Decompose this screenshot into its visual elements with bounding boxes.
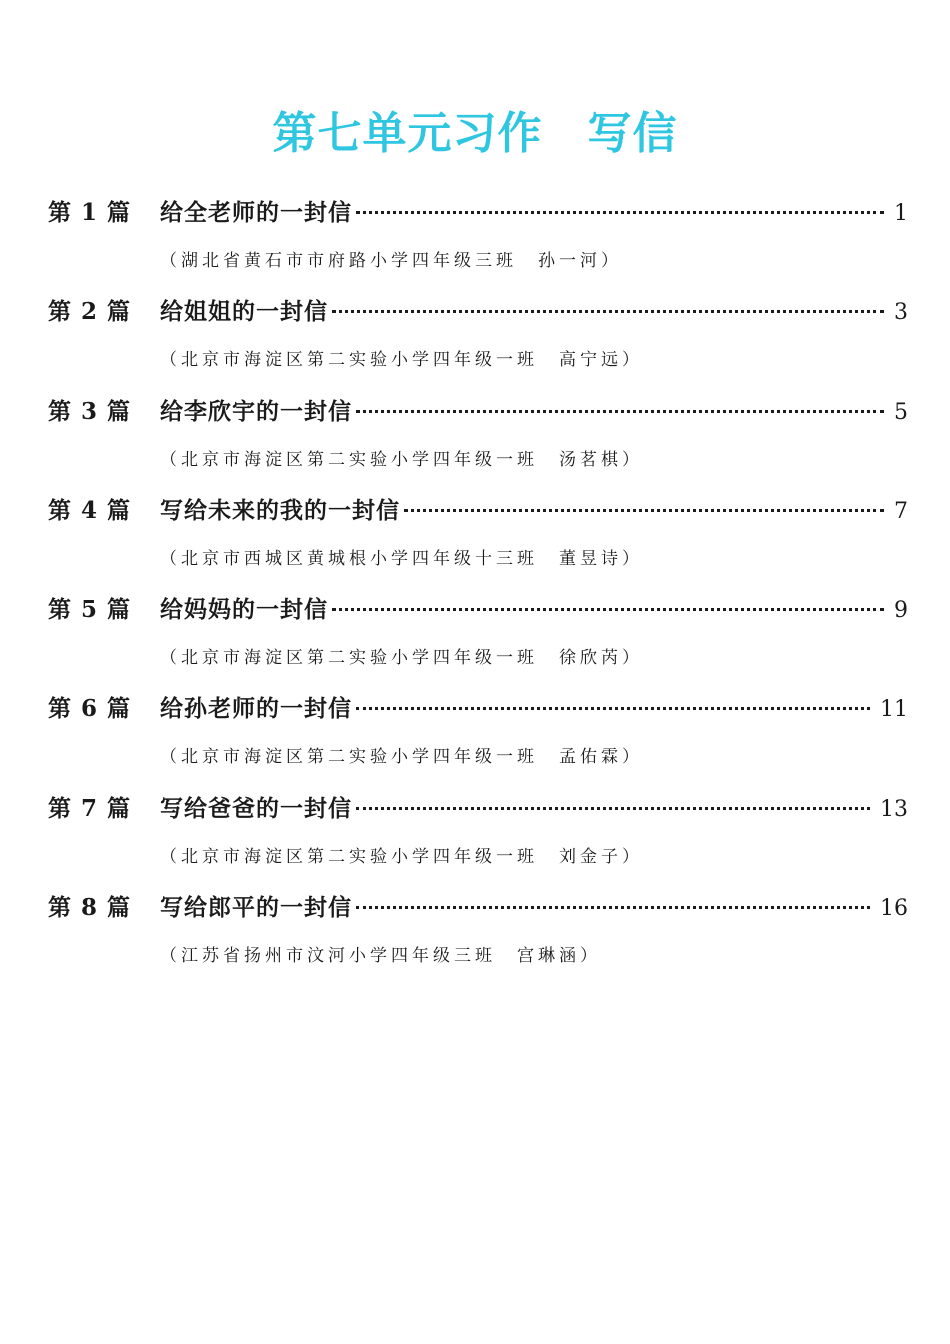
dot-leader xyxy=(404,509,884,512)
entry-title[interactable]: 写给未来的我的一封信 xyxy=(160,496,400,524)
dot-leader xyxy=(356,707,870,710)
dot-leader xyxy=(356,807,870,810)
entry-page-number: 7 xyxy=(894,498,908,524)
entry-number: 第 7 篇 xyxy=(48,794,132,822)
entry-title[interactable]: 给孙老师的一封信 xyxy=(160,695,352,723)
entry-number: 第 6 篇 xyxy=(48,695,132,723)
entry-author: （北京市海淀区第二实验小学四年级一班 孟佑霖） xyxy=(160,747,643,768)
entry-page-number: 11 xyxy=(880,697,908,723)
page-title: 第七单元习作 写信 xyxy=(272,108,678,159)
entry-title[interactable]: 给李欣宇的一封信 xyxy=(160,397,352,425)
entry-page-number: 1 xyxy=(894,201,908,226)
entry-author: （江苏省扬州市汶河小学四年级三班 宫琳涵） xyxy=(160,946,601,967)
entry-page-number: 3 xyxy=(894,300,908,326)
toc-entry[interactable] xyxy=(48,587,908,686)
entry-title[interactable]: 给妈妈的一封信 xyxy=(160,596,328,624)
dot-leader xyxy=(356,211,884,214)
entry-number: 第 5 篇 xyxy=(48,596,132,624)
entry-page-number: 5 xyxy=(894,399,908,425)
entry-title[interactable]: 写给爸爸的一封信 xyxy=(160,794,352,822)
entry-author: （北京市西城区黄城根小学四年级十三班 董昱诗） xyxy=(160,548,643,569)
toc-entry[interactable] xyxy=(48,289,908,388)
toc-entry[interactable] xyxy=(48,488,908,587)
entry-author: （北京市海淀区第二实验小学四年级一班 高宁远） xyxy=(160,350,643,371)
entry-number: 第 1 篇 xyxy=(48,199,132,226)
entry-number: 第 3 篇 xyxy=(48,397,132,425)
entry-title[interactable]: 给全老师的一封信 xyxy=(160,199,352,226)
entry-page-number: 9 xyxy=(894,598,908,624)
entry-author: （北京市海淀区第二实验小学四年级一班 汤茗棋） xyxy=(160,449,643,470)
dot-leader xyxy=(356,410,884,413)
table-of-contents xyxy=(48,190,908,984)
toc-entry[interactable] xyxy=(48,686,908,785)
toc-entry[interactable] xyxy=(48,885,908,984)
toc-entry[interactable] xyxy=(48,190,908,289)
entry-title[interactable]: 写给郎平的一封信 xyxy=(160,894,352,922)
entry-number: 第 8 篇 xyxy=(48,894,132,922)
toc-entry[interactable] xyxy=(48,389,908,488)
entry-page-number: 16 xyxy=(880,896,908,922)
entry-author: （湖北省黄石市市府路小学四年级三班 孙一河） xyxy=(160,251,622,271)
entry-page-number: 13 xyxy=(880,796,908,822)
toc-entry[interactable] xyxy=(48,786,908,885)
entry-author: （北京市海淀区第二实验小学四年级一班 刘金子） xyxy=(160,846,643,867)
dot-leader xyxy=(332,608,884,611)
entry-number: 第 2 篇 xyxy=(48,298,132,326)
entry-author: （北京市海淀区第二实验小学四年级一班 徐欣芮） xyxy=(160,648,643,669)
dot-leader xyxy=(356,906,870,909)
entry-title[interactable]: 给姐姐的一封信 xyxy=(160,298,328,326)
dot-leader xyxy=(332,310,884,313)
entry-number: 第 4 篇 xyxy=(48,496,132,524)
